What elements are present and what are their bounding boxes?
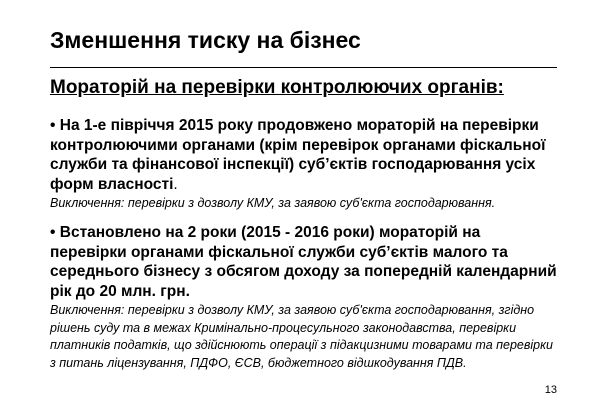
bullet-main-text (50, 223, 560, 301)
title-divider (50, 67, 557, 68)
bullet-main-text (50, 116, 560, 194)
page-number: 13 (544, 384, 557, 396)
bullet-text: Встановлено на 2 роки (2015 - 2016 роки) мораторій на перевірки органами фіскальної служби суб’єктів малого та середнього бізнесу з обсягом доходу за попередній календарний рік до 20 млн. грн. (50, 224, 557, 300)
bullet-text: На 1-е півріччя 2015 року продовжено мораторій на перевірки контролюючими органами (крім перевірок органами фіскальної служби та фінансової інспекції) суб’єктів господарювання усіх форм власності (50, 117, 546, 193)
bullet-exception-note: Виключення: перевірки з дозволу КМУ, за заявою суб'єкта господарювання. (50, 196, 496, 210)
slide-title: Зменшення тиску на бізнес (50, 27, 361, 53)
bullet-exception-note: Виключення: перевірки з дозволу КМУ, за заявою суб'єкта господарювання, згідно рішень суду та в межах Кримінально-процесульного законодавства, перевірки платників податків, що здійснюють операції з підакцизними товарами та перевірки з питань ліцензування, ПДФО, ЄСВ, бюджетного відшкодування ПДВ. (50, 303, 553, 370)
bullet-item (50, 223, 560, 372)
bullet-item (50, 116, 560, 213)
bullet-marker: • (50, 224, 56, 241)
section-subtitle: Мораторій на перевірки контролюючих органів: (50, 77, 504, 98)
bullet-trailing-punctuation: . (173, 175, 178, 193)
bullet-marker: • (50, 117, 56, 134)
